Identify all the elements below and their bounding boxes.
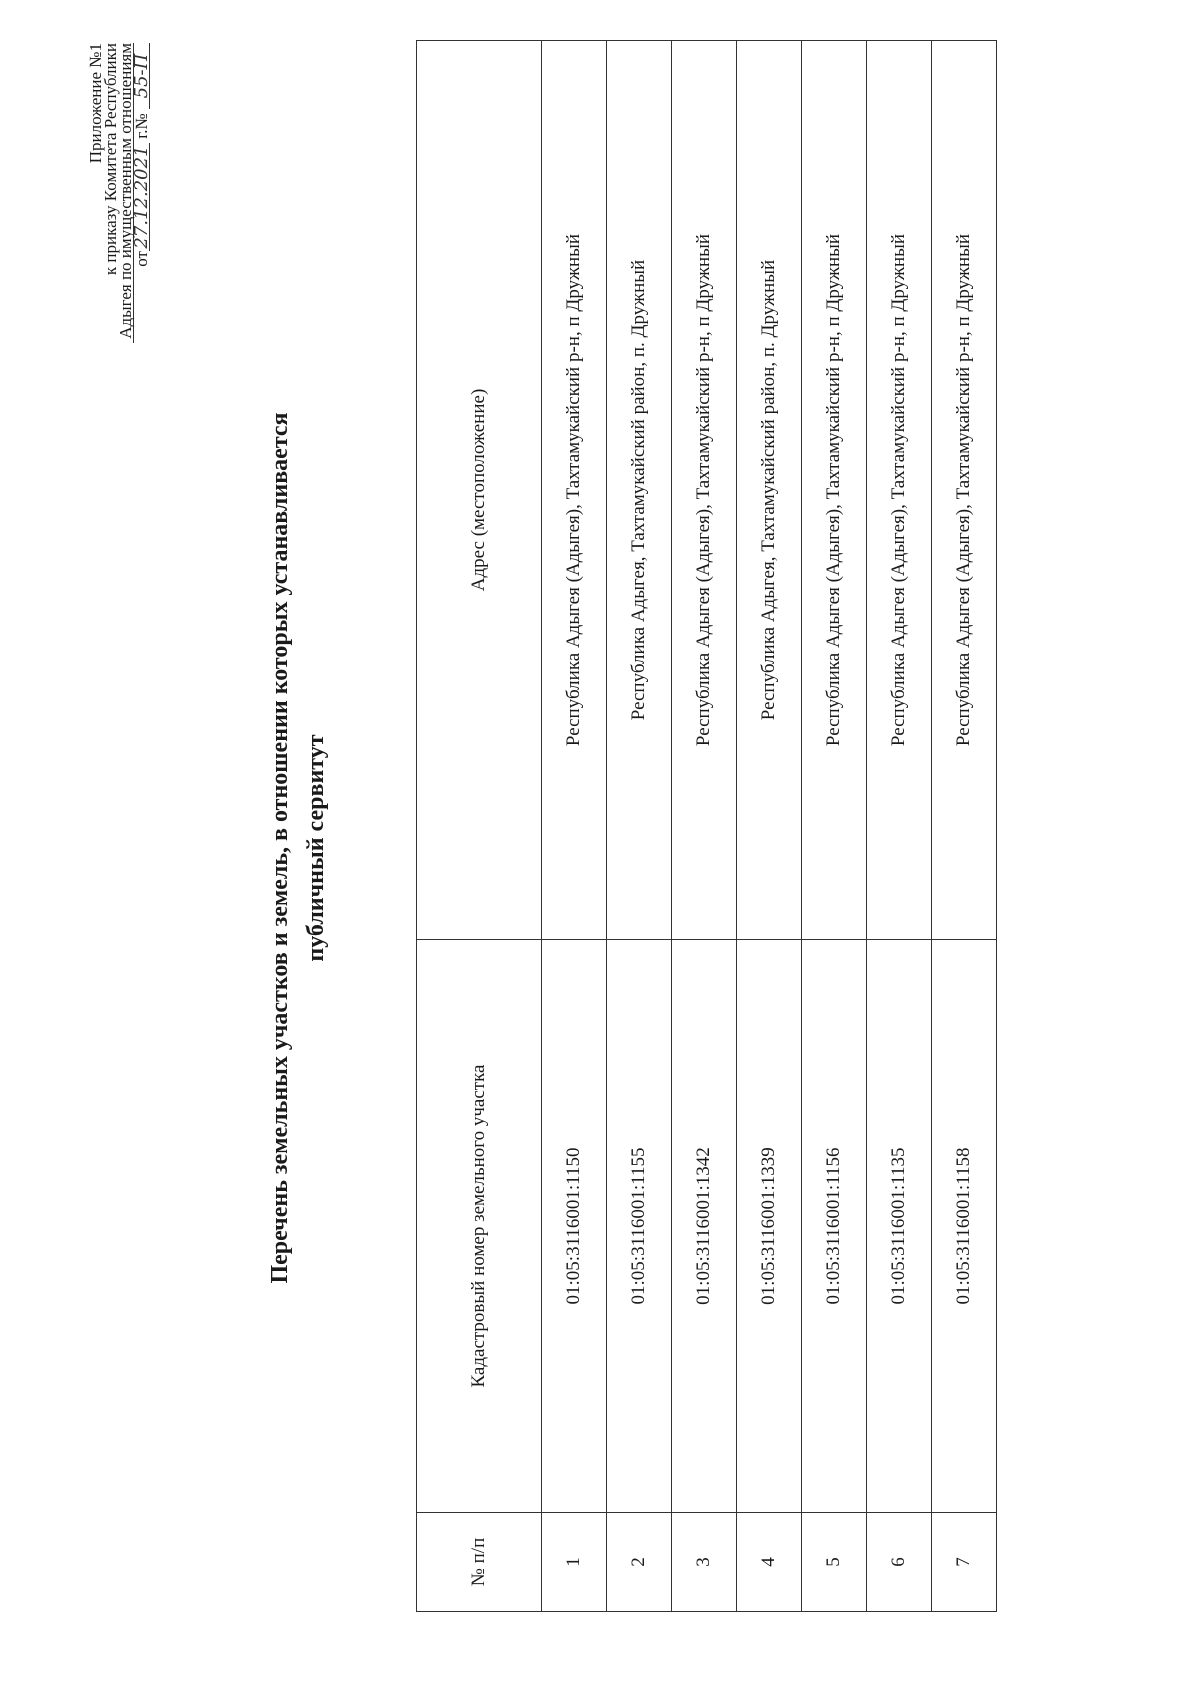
approval-block: [88, 43, 150, 343]
number-prefix: г.№: [132, 113, 151, 139]
title-line-1: Перечень земельных участков и земель, в отношении которых устанавливается: [267, 412, 293, 1284]
row-cadastral-number: 01:05:3116001:1342: [672, 940, 737, 1513]
row-cadastral-number: 01:05:3116001:1156: [802, 940, 867, 1513]
row-number: 2: [607, 1513, 672, 1612]
row-address: Республика Адыгея (Адыгея), Тахтамукайский р-н, п Дружный: [802, 41, 867, 940]
row-number: 1: [542, 1513, 607, 1612]
row-address: Республика Адыгея (Адыгея), Тахтамукайский р-н, п Дружный: [542, 41, 607, 940]
from-prefix: от: [132, 251, 151, 267]
row-address: Республика Адыгея, Тахтамукайский район, п. Дружный: [737, 41, 802, 940]
handwritten-order-number: 55-П: [134, 43, 150, 109]
row-number: 6: [867, 1513, 932, 1612]
row-cadastral-number: 01:05:3116001:1135: [867, 940, 932, 1513]
title-line-2: публичный сервитут: [303, 734, 329, 962]
row-cadastral-number: 01:05:3116001:1155: [607, 940, 672, 1513]
row-number: 5: [802, 1513, 867, 1612]
land-plots-table: [416, 40, 997, 1612]
committee-name: Адыгея по имущественным отношениям: [118, 43, 134, 343]
row-cadastral-number: 01:05:3116001:1158: [932, 940, 997, 1513]
order-date-line: [131, 43, 152, 343]
row-address: Республика Адыгея (Адыгея), Тахтамукайский р-н, п Дружный: [867, 41, 932, 940]
table-row: [932, 41, 997, 1612]
table-row: [672, 41, 737, 1612]
table-row: [802, 41, 867, 1612]
header-number: № п/п: [417, 1513, 542, 1612]
header-cadastral-number: Кадастровый номер земельного участка: [417, 940, 542, 1513]
appendix-label: Приложение №1: [86, 43, 105, 164]
page-title: [262, 298, 334, 1398]
row-cadastral-number: 01:05:3116001:1150: [542, 940, 607, 1513]
row-number: 7: [932, 1513, 997, 1612]
row-address: Республика Адыгея, Тахтамукайский район, п. Дружный: [607, 41, 672, 940]
row-number: 3: [672, 1513, 737, 1612]
table-row: [867, 41, 932, 1612]
table-row: [542, 41, 607, 1612]
row-number: 4: [737, 1513, 802, 1612]
table-row: [737, 41, 802, 1612]
row-address: Республика Адыгея (Адыгея), Тахтамукайский р-н, п Дружный: [672, 41, 737, 940]
table-row: [607, 41, 672, 1612]
handwritten-date: 27.12.2021: [134, 143, 150, 251]
row-cadastral-number: 01:05:3116001:1339: [737, 940, 802, 1513]
order-reference: к приказу Комитета Республики: [101, 43, 120, 276]
header-address: Адрес (местоположение): [417, 41, 542, 940]
table-header-row: [417, 41, 542, 1612]
row-address: Республика Адыгея (Адыгея), Тахтамукайский р-н, п Дружный: [932, 41, 997, 940]
